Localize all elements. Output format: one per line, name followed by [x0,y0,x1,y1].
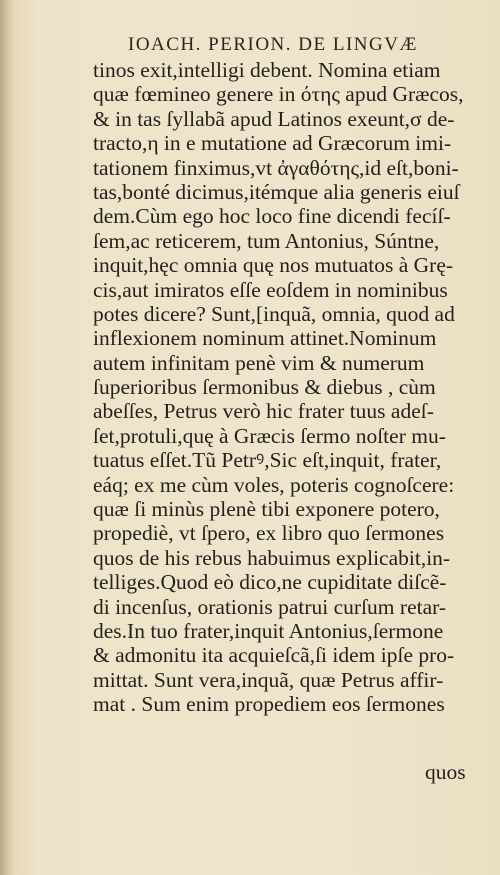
text-line: di incenſus, orationis patrui curſum retar- [93,594,447,619]
text-line: quæ ſi minùs plenè tibi exponere potero, [93,497,440,522]
text-line: quos de his rebus habuimus explicabit,in- [93,545,451,570]
text-line: cis,aut imiratos eſſe eoſdem in nominibus [93,277,448,302]
page-gutter-shadow [0,0,14,875]
text-line: tracto,η in e mutatione ad Græcorum imi- [93,131,452,156]
text-line: ſem,ac reticerem, tum Antonius, Súntne, [93,228,440,253]
text-line: & in tas ſyllabã apud Latinos exeunt,σ de- [93,106,455,131]
running-head: IOACH. PERION. DE LINGVÆ [128,34,418,55]
text-line: des.In tuo frater,inquit Antonius,ſermone [93,618,444,643]
text-line: mat . Sum enim propediem eos ſermones [93,692,445,717]
text-line: potes dicere? Sunt,[inquã, omnia, quod ad [93,301,455,326]
body-text [93,58,483,717]
text-line: propediè, vt ſpero, ex libro quo ſermones [93,521,445,546]
text-line: tinos exit,intelligi debent. Nomina etiam [93,58,441,82]
text-line: inquit,hęc omnia quę nos mutuatos à Grę- [93,253,454,278]
text-line: abeſſes, Petrus verò hic frater tuus adeſ- [93,399,434,424]
text-line: autem infinitam penè vim & numerum [93,350,425,375]
catchword: quos [425,760,466,784]
text-line: quæ fœmineo genere in ότης apud Græcos, [93,82,464,107]
text-line: tationem finximus,vt ἀγαθότης,id eſt,boni- [93,155,459,180]
text-line: eáq; ex me cùm voles, poteris cognoſcere: [93,472,455,497]
text-line: telliges.Quod eò dico,ne cupiditate diſcẽ- [93,570,447,595]
text-line: ſuperioribus ſermonibus & diebus , cùm [93,375,436,400]
text-line: tuatus eſſet.Tũ Petrꝰ,Sic eſt,inquit, frater, [93,448,442,473]
text-line: & admonitu ita acquieſcã,ſi idem ipſe pro- [93,643,455,668]
text-line: ſet,protuli,quę à Græcis ſermo noſter mu- [93,423,446,448]
text-line: dem.Cùm ego hoc loco fine dicendi fecíſ- [93,204,451,229]
text-line: tas,bonté dicimus,itémque alia generis eiuſ [93,179,460,204]
text-line: inflexionem nominum attinet.Nominum [93,326,437,351]
text-line: mittat. Sunt vera,inquã, quæ Petrus affir- [93,667,444,692]
